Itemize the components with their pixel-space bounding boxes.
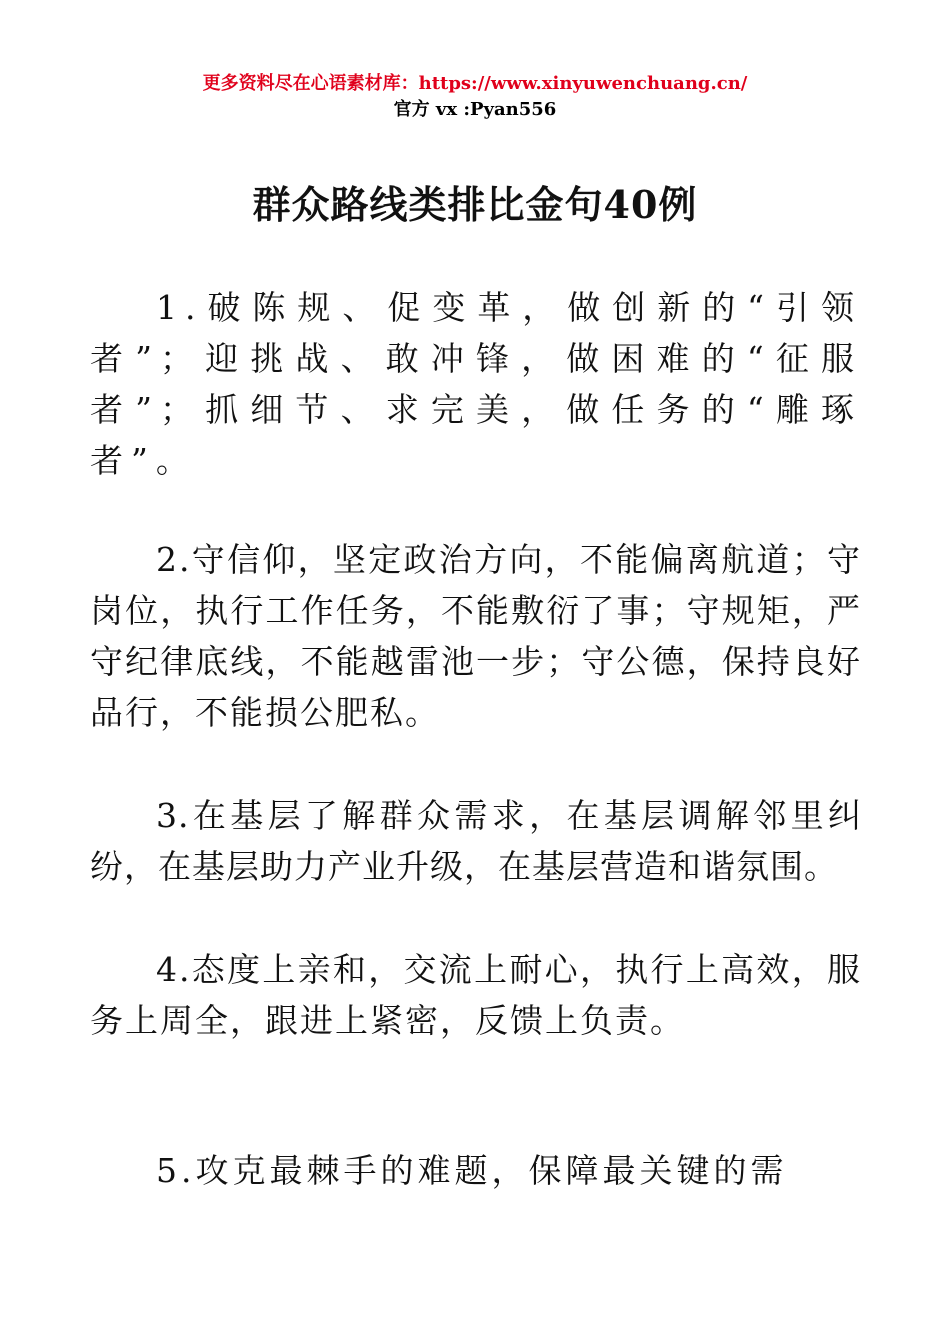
paragraph-2: 2.守信仰，坚定政治方向，不能偏离航道；守岗位，执行工作任务，不能敷衍了事；守规矩，严守纪律底线，不能越雷池一步；守公德，保持良好品行，不能损公肥私。 [90,540,862,732]
document-title: 群众路线类排比金句40例 [252,182,698,227]
contact-label: 官方 vx : [393,99,471,120]
promo-text: 更多资料尽在心语素材库： [202,73,419,94]
document-body [90,282,862,1196]
promo-banner [0,72,950,96]
contact-id: Pyan556 [470,99,557,120]
promo-link[interactable]: https://www.xinyuwenchuang.cn/ [418,73,748,94]
contact-line [0,98,950,122]
paragraph-5: 5.攻克最棘手的难题，保障最关键的需 [156,1151,788,1190]
paragraph-1: 1.破陈规、促变革，做创新的“引领者”；迎挑战、敢冲锋，做困难的“征服者”；抓细节、求完美，做任务的“雕琢者”。 [90,288,862,480]
paragraph-3: 3.在基层了解群众需求，在基层调解邻里纠纷，在基层助力产业升级，在基层营造和谐氛围。 [90,796,862,886]
paragraph-4: 4.态度上亲和，交流上耐心，执行上高效，服务上周全，跟进上紧密，反馈上负责。 [90,950,862,1040]
